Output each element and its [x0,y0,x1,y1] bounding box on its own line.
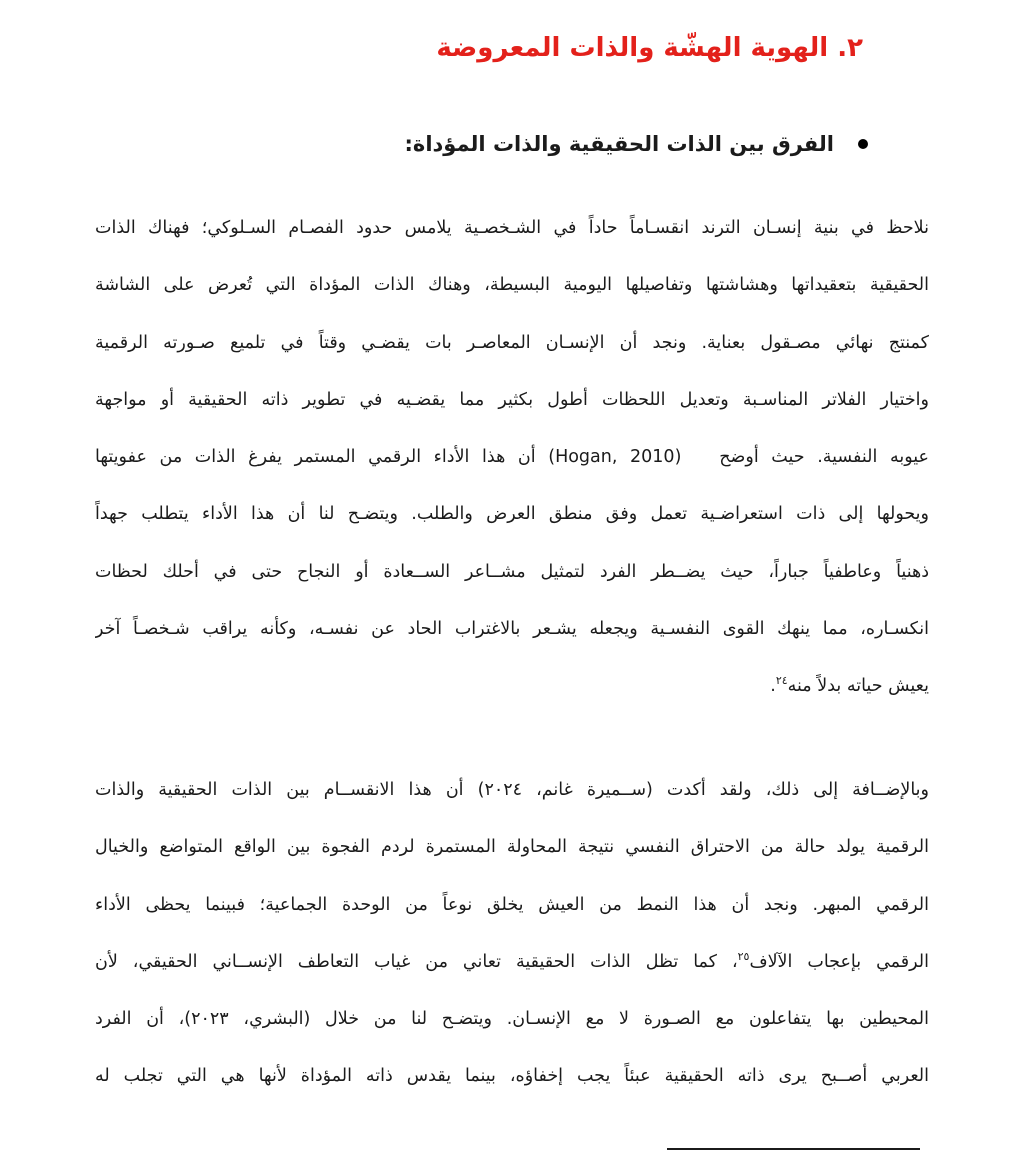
text-segment: يعيش حياته بدلاً منه [787,676,929,697]
text-line: العربي أصــبح يرى ذاته الحقيقية عبئاً يجب إخفاؤه، بينما يقدس ذاته المؤداة لأنها هي التي تجلب له [95,1066,929,1087]
bullet-list-item [405,128,868,160]
text-segment: . [770,676,776,697]
text-line: الرقمية يولد حالة من الاحتراق النفسي نتيجة المحاولة المستمرة لردم الفجوة بين الواقع المتواضع والخيال [95,837,929,858]
text-segment: الرقمي بإعجاب الآلاف [749,951,929,972]
text-line: الحقيقية بتعقيداتها وهشاشتها وتفاصيلها اليومية البسيطة، وهناك الذات المؤداة التي تُعرض على الشاشة [95,275,929,296]
text-line: انكسـاره، مما ينهك القوى النفسـية ويجعله يشـعر بالاغتراب الحاد عن نفسـه، وكأنه يراقب شـخصـاً آخر [95,619,929,640]
bullet-heading: الفرق بين الذات الحقيقية والذات المؤداة: [404,132,834,156]
text-line-citation-ghanem: وبالإضــافة إلى ذلك، ولقد أكدت (ســميرة غانم، ٢٠٢٤) أن هذا الانقســام بين الذات الحقيقية والذات [95,780,929,800]
footnote-ref-25: ٢٥ [737,950,750,964]
paragraph-2 [95,762,929,1106]
text-line: ذهنياً وعاطفياً جباراً، حيث يضــطر الفرد لتمثيل مشــاعر الســعادة أو النجاح حتى في أحلك لحظات [95,561,929,582]
text-segment: ، كما تظل الذات الحقيقية تعاني من غياب التعاطف الإنســاني الحقيقي، لأن [95,951,738,972]
section-heading: ٢. الهوية الهشّة والذات المعروضة [436,33,863,63]
text-line-citation-hogan: عيوبه النفسية. حيث أوضح (Hogan, 2010) أن هذا الأداء الرقمي المستمر يفرغ الذات من عفويتها [95,447,929,468]
text-line [95,658,929,715]
text-line-citation-bushri: المحيطين بها يتفاعلون مع الصـورة لا مع الإنسـان. ويتضـح لنا من خلال (البشري، ٢٠٢٣)، أن الفرد [95,1009,929,1030]
paragraph-1 [95,200,929,716]
footnote-ref-24: ٢٤ [775,674,788,688]
text-line [95,934,929,991]
text-line: ويحولها إلى ذات استعراضـية تعمل وفق منطق العرض والطلب. ويتضـح لنا أن هذا الأداء يتطلب جهداً [95,504,929,525]
footnote-separator [667,1148,920,1150]
text-line: واختيار الفلاتر المناسـبة وتعديل اللحظات أطول بكثير مما يقضـيه في تطوير ذاته الحقيقية أو مواجهة [95,389,929,410]
bullet-icon [858,139,868,149]
text-line: كمنتج نهائي مصـقول بعناية. ونجد أن الإنسـان المعاصـر بات يقضـي وقتاً في تلميع صـورته الرقمية [95,332,929,353]
text-line: نلاحظ في بنية إنسـان الترند انقسـاماً حاداً في الشـخصـية يلامس حدود الفصـام السـلوكي؛ فهناك الذات [95,218,929,238]
text-line: الرقمي المبهر. ونجد أن هذا النمط من العيش يخلق نوعاً من الوحدة الجماعية؛ فبينما يحظى الأداء [95,894,929,915]
